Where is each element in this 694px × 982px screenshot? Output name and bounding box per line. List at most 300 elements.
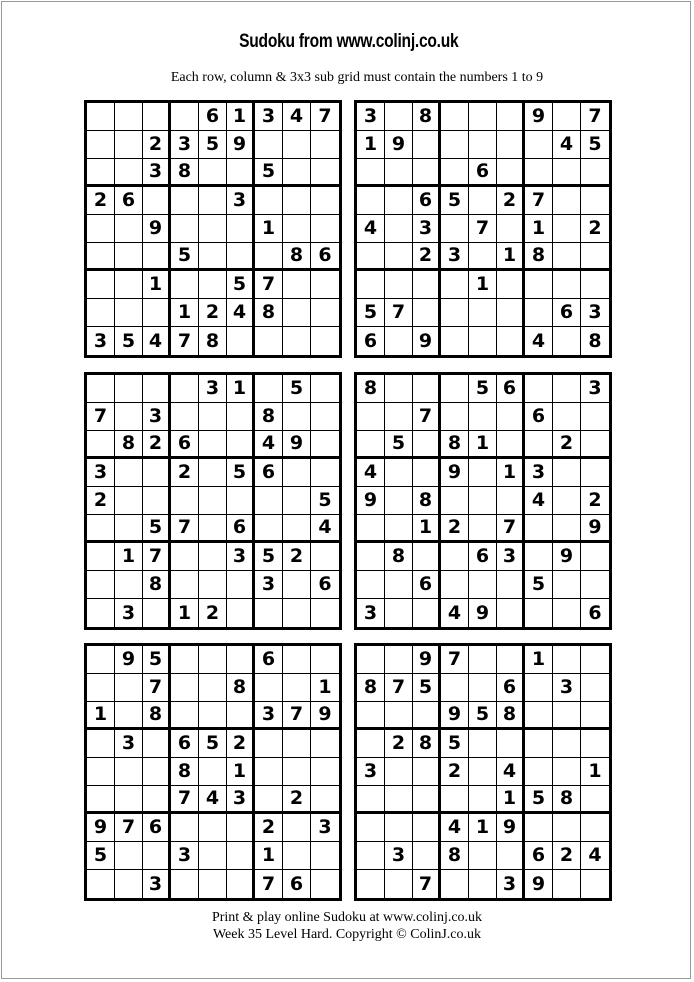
sudoku-cell: [171, 870, 199, 898]
sudoku-cell: 4: [441, 599, 469, 627]
sudoku-cell: 4: [441, 814, 469, 842]
sudoku-cell: 2: [143, 131, 171, 159]
sudoku-cell: 3: [581, 299, 609, 327]
sudoku-cell: 5: [311, 487, 339, 515]
sudoku-cell: [255, 243, 283, 271]
sudoku-cell: [385, 515, 413, 543]
sudoku-cell: [143, 758, 171, 786]
sudoku-cell: [357, 271, 385, 299]
sudoku-cell: 8: [255, 299, 283, 327]
sudoku-cell: [115, 674, 143, 702]
sudoku-cell: [385, 459, 413, 487]
sudoku-cell: [227, 243, 255, 271]
sudoku-cell: 6: [469, 159, 497, 187]
sudoku-cell: [357, 431, 385, 459]
sudoku-cell: 3: [255, 571, 283, 599]
sudoku-cell: 6: [588, 601, 602, 624]
sudoku-cell: 7: [171, 515, 199, 543]
sudoku-cell: 5: [413, 674, 441, 702]
sudoku-cell: [311, 215, 339, 243]
sudoku-cell: [469, 187, 497, 215]
sudoku-cell: 1: [469, 431, 497, 459]
sudoku-cell: [469, 131, 497, 159]
sudoku-cell: [87, 870, 115, 898]
sudoku-cell: [553, 870, 581, 898]
sudoku-cell: 1: [581, 758, 609, 786]
sudoku-cell: [171, 646, 199, 674]
sudoku-cell: 3: [87, 459, 115, 487]
sudoku-cell: [469, 459, 497, 487]
sudoku-cell: 5: [581, 131, 609, 159]
sudoku-cell: [413, 758, 441, 786]
sudoku-cell: 3: [441, 243, 469, 271]
sudoku-cell: 4: [525, 327, 553, 355]
sudoku-cell: 2: [553, 431, 581, 459]
sudoku-cell: 1: [469, 814, 497, 842]
sudoku-cell: 9: [413, 646, 441, 674]
sudoku-cell: 7: [581, 103, 609, 131]
sudoku-cell: 5: [441, 187, 469, 215]
sudoku-cell: [255, 599, 283, 627]
sudoku-cell: [115, 131, 143, 159]
sudoku-cell: [227, 842, 255, 870]
sudoku-cell: 5: [115, 327, 143, 355]
sudoku-cell: [87, 159, 115, 187]
sudoku-cell: 1: [469, 271, 497, 299]
sudoku-cell: [581, 702, 609, 730]
sudoku-cell: [199, 702, 227, 730]
sudoku-cell: [227, 487, 255, 515]
sudoku-cell: [115, 571, 143, 599]
sudoku-cell: [311, 758, 339, 786]
sudoku-cell: [87, 786, 115, 814]
sudoku-cell: 8: [255, 403, 283, 431]
sudoku-cell: 2: [227, 730, 255, 758]
sudoku-cell: 6: [199, 103, 227, 131]
sudoku-cell: 8: [283, 243, 311, 271]
sudoku-cell: 9: [357, 487, 385, 515]
sudoku-cell: [171, 487, 199, 515]
sudoku-cell: [283, 271, 311, 299]
sudoku-cell: [199, 187, 227, 215]
sudoku-cell: 2: [553, 842, 581, 870]
sudoku-cell: 6: [283, 870, 311, 898]
sudoku-cell: 9: [283, 431, 311, 459]
sudoku-cell: 9: [469, 599, 497, 627]
page-title: Sudoku from www.colinj.co.uk: [239, 31, 459, 52]
sudoku-cell: [283, 459, 311, 487]
sudoku-cell: [311, 459, 339, 487]
sudoku-cell: 4: [199, 786, 227, 814]
sudoku-cell: [553, 103, 581, 131]
sudoku-cell: [143, 487, 171, 515]
sudoku-cell: 7: [497, 515, 525, 543]
sudoku-cell: 9: [581, 515, 609, 543]
sudoku-cell: [581, 674, 609, 702]
sudoku-cell: [115, 243, 143, 271]
sudoku-cell: 4: [357, 459, 385, 487]
sudoku-cell: [87, 103, 115, 131]
sudoku-cell: 5: [143, 646, 171, 674]
sudoku-cell: [497, 299, 525, 327]
sudoku-cell: [385, 327, 413, 355]
sudoku-grid-2: [354, 100, 612, 358]
sudoku-cell: 3: [143, 403, 171, 431]
sudoku-cell: [87, 299, 115, 327]
sudoku-cell: [171, 103, 199, 131]
sudoku-cell: [199, 243, 227, 271]
sudoku-cell: [171, 543, 199, 571]
sudoku-cell: [469, 786, 497, 814]
sudoku-cell: 1: [497, 459, 525, 487]
sudoku-cell: [581, 243, 609, 271]
sudoku-cell: [199, 571, 227, 599]
sudoku-cell: [171, 215, 199, 243]
sudoku-cell: [385, 487, 413, 515]
sudoku-cell: 7: [255, 271, 283, 299]
sudoku-cell: [525, 674, 553, 702]
sudoku-cell: 2: [87, 487, 115, 515]
sudoku-cell: [385, 103, 413, 131]
sudoku-cell: [87, 543, 115, 571]
sudoku-cell: 8: [413, 730, 441, 758]
sudoku-cell: [311, 646, 339, 674]
sudoku-cell: [143, 103, 171, 131]
sudoku-cell: 5: [255, 543, 283, 571]
sudoku-cell: [413, 299, 441, 327]
sudoku-cell: 1: [227, 758, 255, 786]
sudoku-cell: [385, 375, 413, 403]
sudoku-cell: [357, 543, 385, 571]
sudoku-grid-1: [84, 100, 342, 358]
sudoku-cell: 3: [199, 375, 227, 403]
sudoku-cell: [469, 327, 497, 355]
sudoku-cell: 3: [227, 543, 255, 571]
sudoku-cell: 9: [525, 103, 553, 131]
sudoku-cell: [255, 758, 283, 786]
sudoku-cell: 6: [171, 431, 199, 459]
sudoku-cell: [255, 131, 283, 159]
sudoku-cell: 9: [413, 327, 441, 355]
sudoku-cell: [199, 431, 227, 459]
sudoku-cell: [497, 599, 525, 627]
sudoku-cell: [115, 487, 143, 515]
sudoku-cell: [357, 403, 385, 431]
sudoku-cell: [311, 842, 339, 870]
sudoku-cell: 3: [413, 215, 441, 243]
sudoku-cell: [87, 571, 115, 599]
sudoku-cell: [255, 674, 283, 702]
sudoku-cell: [87, 599, 115, 627]
sudoku-cell: 5: [469, 375, 497, 403]
sudoku-cell: [497, 403, 525, 431]
sudoku-cell: [413, 702, 441, 730]
sudoku-cell: [385, 702, 413, 730]
sudoku-cell: [87, 375, 115, 403]
sudoku-cell: 5: [87, 842, 115, 870]
sudoku-cell: 3: [115, 599, 143, 627]
sudoku-cell: 9: [87, 814, 115, 842]
sudoku-cell: [581, 431, 609, 459]
sudoku-cell: [283, 159, 311, 187]
sudoku-cell: [581, 730, 609, 758]
sudoku-cell: [441, 870, 469, 898]
sudoku-cell: [283, 758, 311, 786]
sudoku-cell: [283, 646, 311, 674]
sudoku-grid-3: [84, 372, 342, 630]
sudoku-cell: [357, 187, 385, 215]
sudoku-cell: [497, 159, 525, 187]
sudoku-cell: 5: [525, 571, 553, 599]
sudoku-cell: [497, 487, 525, 515]
sudoku-cell: [311, 375, 339, 403]
sudoku-cell: [581, 646, 609, 674]
instructions: Each row, column & 3x3 sub grid must contain the numbers 1 to 9: [170, 70, 544, 85]
sudoku-cell: 6: [255, 646, 283, 674]
sudoku-cell: 8: [171, 159, 199, 187]
sudoku-cell: 7: [469, 215, 497, 243]
sudoku-cell: 3: [553, 674, 581, 702]
sudoku-cell: 1: [87, 702, 115, 730]
sudoku-cell: [469, 870, 497, 898]
sudoku-cell: [357, 515, 385, 543]
sudoku-cell: [143, 187, 171, 215]
sudoku-cell: [283, 842, 311, 870]
sudoku-cell: [385, 271, 413, 299]
sudoku-cell: 1: [357, 131, 385, 159]
sudoku-cell: [525, 159, 553, 187]
sudoku-cell: 3: [171, 131, 199, 159]
sudoku-cell: [87, 131, 115, 159]
sudoku-cell: [255, 515, 283, 543]
sudoku-cell: [525, 730, 553, 758]
sudoku-cell: 6: [255, 459, 283, 487]
sudoku-cell: [441, 403, 469, 431]
sudoku-cell: [441, 327, 469, 355]
sudoku-cell: [311, 271, 339, 299]
sudoku-cell: [553, 375, 581, 403]
sudoku-cell: [553, 814, 581, 842]
sudoku-cell: [115, 786, 143, 814]
sudoku-cell: 9: [553, 543, 581, 571]
sudoku-cell: [199, 842, 227, 870]
sudoku-cell: [581, 870, 609, 898]
sudoku-cell: 5: [227, 459, 255, 487]
sudoku-cell: [357, 646, 385, 674]
sudoku-cell: 2: [143, 431, 171, 459]
sudoku-cell: 9: [441, 459, 469, 487]
sudoku-cell: 4: [497, 758, 525, 786]
sudoku-cell: [357, 870, 385, 898]
sudoku-cell: [385, 159, 413, 187]
sudoku-cell: [227, 599, 255, 627]
sudoku-cell: 4: [525, 487, 553, 515]
sudoku-cell: [385, 243, 413, 271]
sudoku-cell: [357, 814, 385, 842]
sudoku-cell: 8: [588, 329, 602, 352]
sudoku-cell: [199, 674, 227, 702]
sudoku-cell: [143, 299, 171, 327]
sudoku-cell: [497, 842, 525, 870]
sudoku-cell: [469, 403, 497, 431]
sudoku-cell: 8: [357, 674, 385, 702]
sudoku-cell: 2: [199, 599, 227, 627]
sudoku-cell: 9: [497, 814, 525, 842]
sudoku-cell: [357, 159, 385, 187]
sudoku-cell: [255, 375, 283, 403]
sudoku-cell: 7: [283, 702, 311, 730]
sudoku-cell: [553, 487, 581, 515]
sudoku-cell: [115, 758, 143, 786]
sudoku-cell: [311, 131, 339, 159]
sudoku-cell: 5: [357, 299, 385, 327]
sudoku-cell: [255, 487, 283, 515]
sudoku-cell: [413, 159, 441, 187]
sudoku-cell: 6: [413, 571, 441, 599]
sudoku-cell: 3: [255, 103, 283, 131]
sudoku-cell: [441, 215, 469, 243]
sudoku-cell: [581, 403, 609, 431]
sudoku-cell: [283, 131, 311, 159]
sudoku-cell: 2: [385, 730, 413, 758]
sudoku-cell: [115, 159, 143, 187]
sudoku-cell: 3: [357, 758, 385, 786]
sudoku-cell: [581, 786, 609, 814]
sudoku-cell: [283, 571, 311, 599]
sudoku-cell: [283, 730, 311, 758]
sudoku-cell: [581, 814, 609, 842]
sudoku-cell: 5: [385, 431, 413, 459]
sudoku-cell: [115, 702, 143, 730]
sudoku-cell: 4: [255, 431, 283, 459]
sudoku-cell: 9: [143, 215, 171, 243]
sudoku-cell: 3: [227, 786, 255, 814]
sudoku-cell: [441, 543, 469, 571]
sudoku-cell: [553, 271, 581, 299]
sudoku-cell: [227, 327, 255, 355]
sudoku-cell: 8: [143, 571, 171, 599]
sudoku-cell: [227, 814, 255, 842]
sudoku-cell: [385, 187, 413, 215]
sudoku-cell: [553, 187, 581, 215]
sudoku-cell: 2: [581, 215, 609, 243]
sudoku-cell: 3: [525, 459, 553, 487]
sudoku-grid-6: [354, 643, 612, 901]
sudoku-cell: [413, 842, 441, 870]
sudoku-cell: [525, 814, 553, 842]
sudoku-cell: [553, 327, 581, 355]
sudoku-cell: [311, 786, 339, 814]
sudoku-cell: [497, 215, 525, 243]
sudoku-cell: 7: [385, 674, 413, 702]
sudoku-cell: 8: [441, 431, 469, 459]
sudoku-cell: 7: [441, 646, 469, 674]
sudoku-cell: 9: [311, 702, 339, 730]
sudoku-cell: 3: [255, 702, 283, 730]
sudoku-cell: 6: [525, 842, 553, 870]
sudoku-cell: [413, 786, 441, 814]
sudoku-cell: 8: [385, 543, 413, 571]
sudoku-cell: [469, 571, 497, 599]
sudoku-cell: [87, 646, 115, 674]
sudoku-cell: [143, 842, 171, 870]
sudoku-cell: [385, 786, 413, 814]
sudoku-cell: [311, 403, 339, 431]
sudoku-cell: 9: [227, 131, 255, 159]
sudoku-cell: [311, 870, 339, 898]
sudoku-cell: [171, 375, 199, 403]
sudoku-cell: [311, 327, 339, 355]
sudoku-cell: 7: [385, 299, 413, 327]
sudoku-cell: [497, 431, 525, 459]
sudoku-cell: [469, 646, 497, 674]
sudoku-cell: 4: [283, 103, 311, 131]
sudoku-cell: 5: [255, 159, 283, 187]
sudoku-cell: 3: [171, 842, 199, 870]
sudoku-cell: [441, 375, 469, 403]
sudoku-cell: 3: [87, 327, 115, 355]
sudoku-cell: 3: [357, 103, 385, 131]
sudoku-cell: [469, 842, 497, 870]
sudoku-cell: 1: [171, 599, 199, 627]
sudoku-cell: 3: [385, 842, 413, 870]
sudoku-cell: 1: [171, 299, 199, 327]
sudoku-cell: [553, 459, 581, 487]
sudoku-cell: [441, 571, 469, 599]
sudoku-cell: 6: [553, 299, 581, 327]
sudoku-cell: [357, 730, 385, 758]
sudoku-cell: [283, 187, 311, 215]
sudoku-cell: 6: [497, 674, 525, 702]
sudoku-cell: 1: [255, 215, 283, 243]
sudoku-cell: [115, 403, 143, 431]
sudoku-cell: 1: [255, 842, 283, 870]
sudoku-cell: [385, 646, 413, 674]
sudoku-cell: [283, 403, 311, 431]
sudoku-cell: [413, 543, 441, 571]
sudoku-cell: [171, 702, 199, 730]
sudoku-cell: 6: [171, 730, 199, 758]
sudoku-cell: [357, 786, 385, 814]
sudoku-cell: [199, 403, 227, 431]
sudoku-cell: 6: [525, 403, 553, 431]
sudoku-cell: [497, 646, 525, 674]
sudoku-cell: [525, 431, 553, 459]
sudoku-cell: 7: [171, 786, 199, 814]
sudoku-cell: [469, 243, 497, 271]
sudoku-cell: 5: [199, 131, 227, 159]
sudoku-cell: [413, 459, 441, 487]
sudoku-cell: [385, 758, 413, 786]
sudoku-cell: [255, 187, 283, 215]
sudoku-cell: [115, 271, 143, 299]
sudoku-cell: 3: [143, 159, 171, 187]
sudoku-cell: 6: [497, 375, 525, 403]
sudoku-cell: [283, 515, 311, 543]
sudoku-cell: [553, 646, 581, 674]
sudoku-cell: 5: [525, 786, 553, 814]
sudoku-cell: [87, 730, 115, 758]
sudoku-cell: [525, 131, 553, 159]
sudoku-cell: [311, 187, 339, 215]
sudoku-cell: [115, 870, 143, 898]
sudoku-cell: [357, 571, 385, 599]
sudoku-cell: 2: [87, 187, 115, 215]
sudoku-cell: 3: [311, 814, 339, 842]
sudoku-cell: [199, 515, 227, 543]
sudoku-cell: 5: [469, 702, 497, 730]
sudoku-cell: [385, 870, 413, 898]
